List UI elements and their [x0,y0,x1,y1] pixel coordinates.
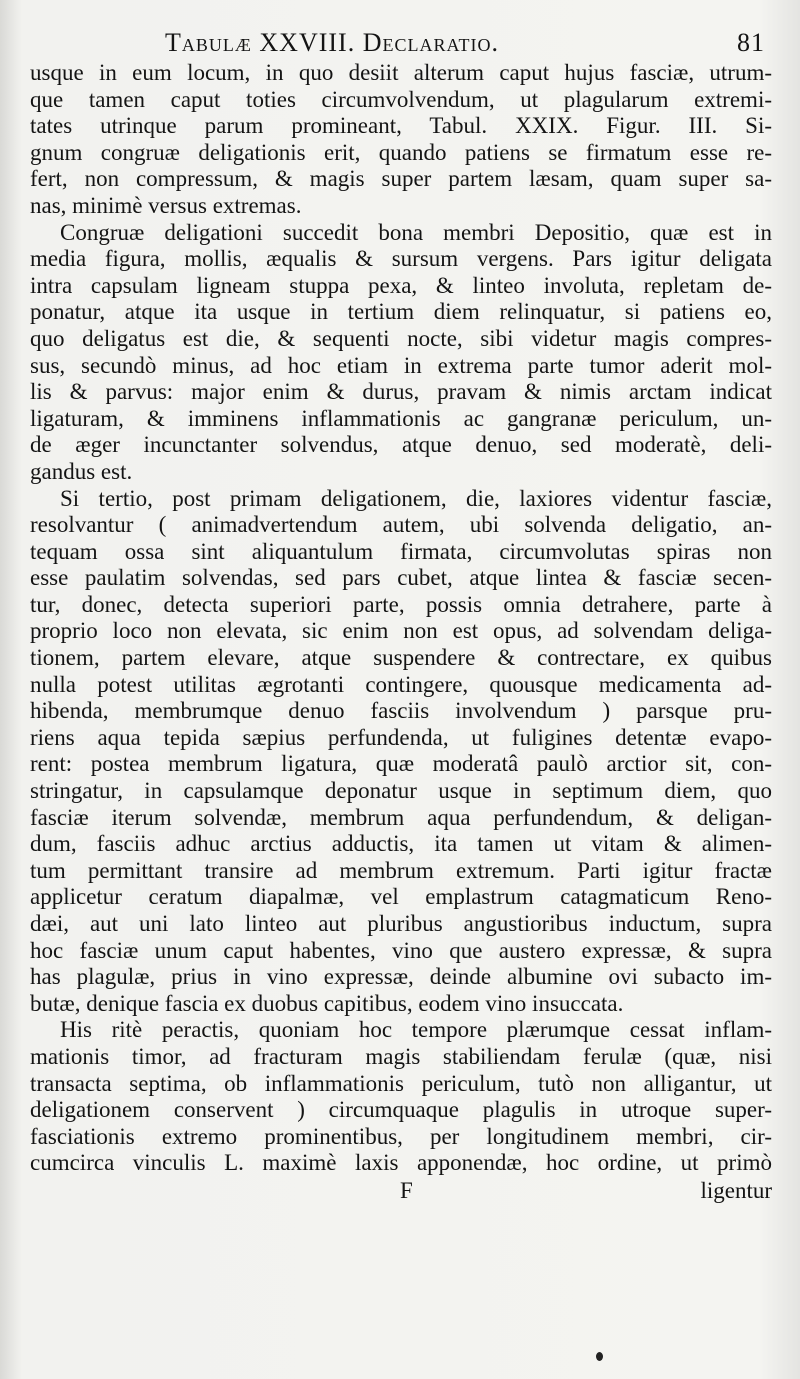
text-line: dum, fasciis adhuc arctius adductis, ita tamen ut vitam & alimen- [30,831,772,857]
text-line: sus, secundò minus, ad hoc etiam in extrema parte tumor aderit mol- [30,352,772,378]
text-line: proprio loco non elevata, sic enim non est opus, ad solvendam deliga- [30,618,772,644]
text-line: tates utrinque parum promineant, Tabul. XXIX. Figur. III. Si- [30,113,772,139]
text-line: tum permittant transire ad membrum extremum. Parti igitur fractæ [30,857,772,883]
text-line: fasciationis extremo prominentibus, per longitudinem membri, cir- [30,1123,772,1149]
text-line: de æger incunctanter solvendus, atque denuo, sed moderatè, deli- [30,432,772,458]
text-line: cumcirca vinculis L. maximè laxis apponendæ, hoc ordine, ut primò [30,1150,772,1176]
text-line: has plagulæ, prius in vino expressæ, deinde albumine ovi subacto im- [30,964,772,990]
text-line: quo deligatus est die, & sequenti nocte, sibi videtur magis compres- [30,325,772,351]
text-line: lis & parvus: major enim & durus, pravam & nimis arctam indicat [30,379,772,405]
text-line: dæi, aut uni lato linteo aut pluribus angustioribus inductum, supra [30,911,772,936]
text-line: nulla potest utilitas ægrotanti contingere, quousque medicamenta ad- [30,671,772,697]
text-line: deligationem conservent ) circumquaque plagulis in utroque super- [30,1097,772,1123]
text-line: hoc fasciæ unum caput habentes, vino que austero expressæ, & supra [30,937,772,963]
page-number: 81 [737,28,765,57]
text-line: butæ, denique fascia ex duobus capitibus, eodem vino insuccata. [30,990,624,1016]
header-title: Tabulæ XXVIII. Declaratio. [165,28,499,57]
text-line: fert, non compressum, & magis super partem læsam, quam super sa- [30,166,772,192]
text-line: usque in eum locum, in quo desiit alterum caput hujus fasciæ, utrum- [30,60,772,85]
text-line: fasciæ iterum solvendæ, membrum aqua perfundendum, & deligan- [30,804,772,830]
text-line: media figura, mollis, æqualis & sursum vergens. Pars igitur deligata [30,246,772,272]
text-line: riens aqua tepida sæpius perfundenda, ut fuligines detentæ evapo- [30,724,772,750]
text-line: gandus est. [30,458,133,484]
text-line: resolvantur ( animadvertendum autem, ubi solvenda deligatio, an- [30,512,772,538]
text-line: applicetur ceratum diapalmæ, vel emplastrum catagmaticum Reno- [30,884,772,910]
text-line: intra capsulam ligneam stuppa pexa, & linteo involuta, repletam de- [30,272,772,298]
page-footer [30,1178,772,1208]
text-line: mationis timor, ad fracturam magis stabiliendam ferulæ (quæ, nisi [30,1043,772,1069]
signature-mark: F [400,1178,413,1203]
text-line: transacta septima, ob inflammationis periculum, tutò non alligantur, ut [30,1070,772,1096]
text-line: tur, donec, detecta superiori parte, possis omnia detrahere, parte à [30,591,772,617]
text-line: His ritè peractis, quoniam hoc tempore plærumque cessat inflam- [60,1017,772,1043]
text-line: gnum congruæ deligationis erit, quando patiens se firmatum esse re- [30,139,772,165]
running-header [165,28,765,58]
text-line: rent: postea membrum ligatura, quæ moderatâ paulò arctior sit, con- [30,751,772,777]
text-line: Si tertio, post primam deligationem, die, laxiores videntur fasciæ, [60,485,772,511]
text-line: Congruæ deligationi succedit bona membri Depositio, quæ est in [60,219,772,245]
text-line: que tamen caput toties circumvolvendum, ut plagularum extremi- [30,86,772,112]
text-line: esse paulatim solvendas, sed pars cubet, atque lintea & fasciæ secen- [30,565,772,591]
text-line: ligaturam, & imminens inflammationis ac gangranæ periculum, un- [30,405,772,431]
ink-spot [596,1352,603,1361]
body-text [30,60,772,1177]
text-line: stringatur, in capsulamque deponatur usque in septimum diem, quo [30,778,772,804]
text-line: tionem, partem elevare, atque suspendere & contrectare, ex quibus [30,645,772,671]
text-line: nas, minimè versus extremas. [30,192,302,218]
text-line: ponatur, atque ita usque in tertium diem relinquatur, si patiens eo, [30,299,772,325]
catchword: ligentur [700,1178,772,1203]
text-line: hibenda, membrumque denuo fasciis involvendum ) parsque pru- [30,698,772,724]
text-line: tequam ossa sint aliquantulum firmata, circumvolutas spiras non [30,538,772,564]
